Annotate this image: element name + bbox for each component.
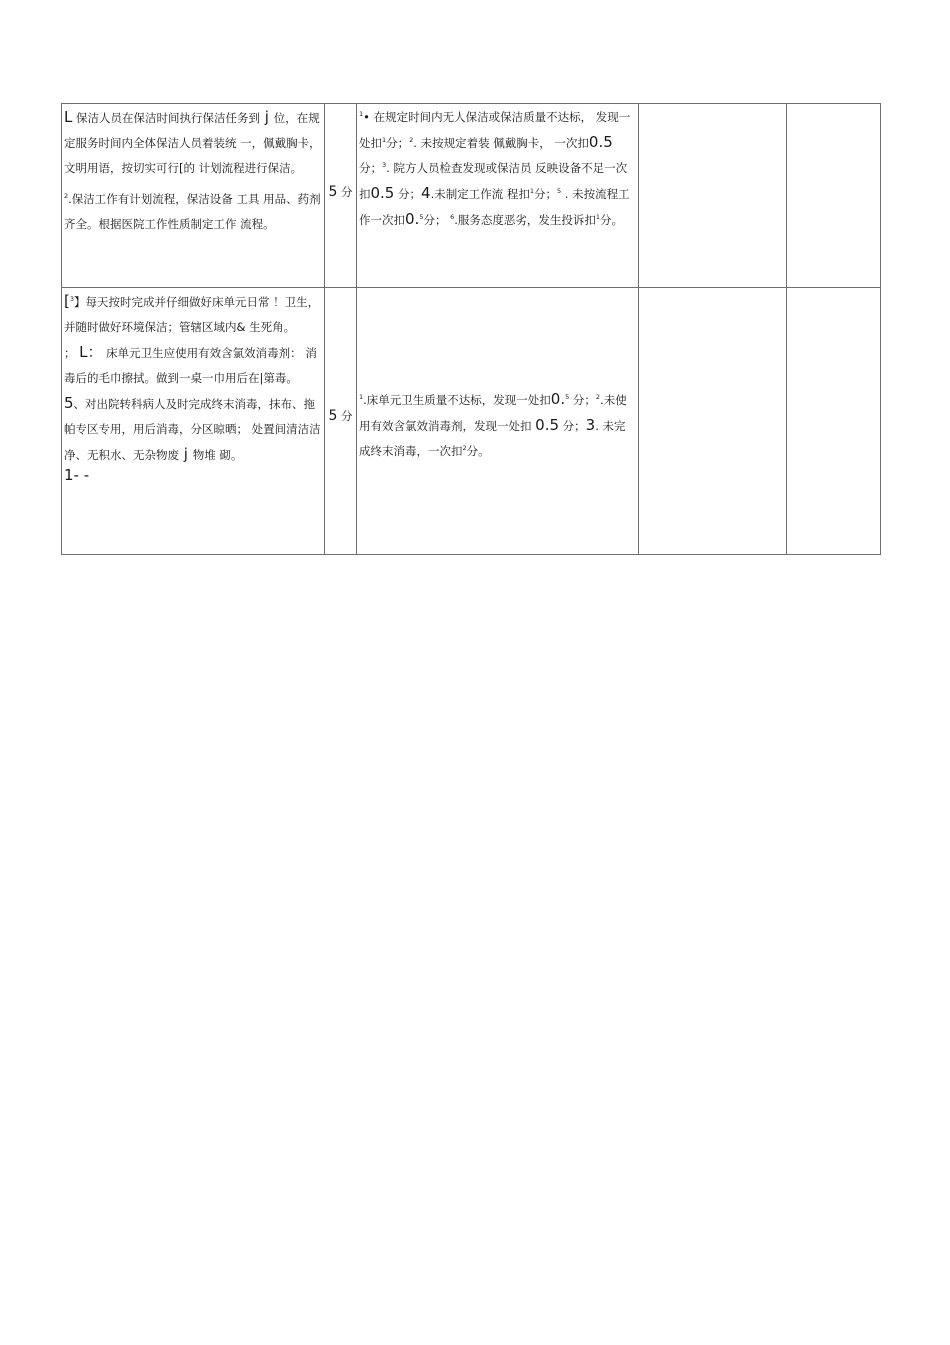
table-row xyxy=(62,288,881,555)
score-value: 5 分 xyxy=(328,184,353,200)
deduction-text: $^1$• 在规定时间内无人保洁或保洁质量不达标， 发现一处扣$^1$分；$^2$. 未按规定着装 佩戴胸卡， 一次扣0.5 分；$^3$. 院方人员检查发现或保洁员 反映设备不足一次扣0.5 分；4.未制定工作流 程扣$^1$分；$^5$ . 未按流程工作一次扣0.$^5$分； $^6$.服务态度恶劣，发生投诉扣$^1$分。 xyxy=(359,110,631,228)
empty-cell xyxy=(639,288,787,555)
score-value: 5 分 xyxy=(328,408,353,424)
deduction-cell xyxy=(357,104,639,288)
score-cell xyxy=(325,104,357,288)
standard-item: L 保洁人员在保洁时间执行保洁任务到 j 位，在规定服务时间内全体保洁人员着装统 一，佩戴胸卡，文明用语，按切实可行[的 计划流程进行保洁。 xyxy=(64,108,321,175)
empty-cell xyxy=(639,104,787,288)
standard-item: [$^3$】每天按时完成并仔细做好床单元日常 ！卫生，并随时做好环境保洁；管辖区域内& 生死角。 xyxy=(64,292,320,334)
empty-cell xyxy=(787,104,881,288)
standard-item: ； L： 床单元卫生应使用有效含氯效消毒剂： 消毒后的毛巾擦拭。做到一桌一巾用后在|第毒。 xyxy=(64,343,317,385)
table-row xyxy=(62,104,881,288)
deduction-cell xyxy=(357,288,639,555)
score-cell xyxy=(325,288,357,555)
deduction-text: $^1$.床单元卫生质量不达标，发现一处扣0.$^5$ 分；$^2$.未使用有效含氯效消毒剂，发现一处扣 0.5 分；3. 未完成终末消毒，一次扣$^2$分。 xyxy=(359,390,627,458)
standard-item: 1- - xyxy=(64,466,90,484)
empty-cell xyxy=(787,288,881,555)
scoring-table xyxy=(61,103,881,555)
standard-item: $^2$.保洁工作有计划流程，保洁设备 工具 用品、药剂齐全。根据医院工作性质制定工作 流程。 xyxy=(64,192,321,231)
standard-cell xyxy=(62,104,325,288)
standard-item: 5、对出院转科病人及时完成终末消毒，抹布、拖帕专区专用，用后消毒，分区晾晒； 处置间清洁洁净、无积水、无杂物废 j 物堆 砌。 xyxy=(64,394,321,463)
standard-cell xyxy=(62,288,325,555)
